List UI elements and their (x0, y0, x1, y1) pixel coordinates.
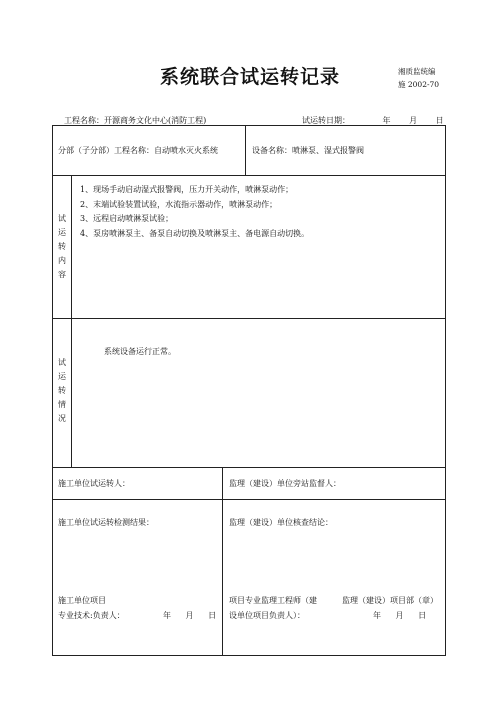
day-label: 日 (208, 611, 217, 620)
test-date-label: 试运转日期： (302, 116, 350, 125)
label-char: 情 (58, 400, 66, 409)
equipment-name: 设备名称：喷淋泵、湿式报警阀 (252, 146, 364, 155)
list-item: 3、远程启动喷淋泵试验； (80, 214, 174, 223)
supervisor-seal: 监理（建设）项目部（章） (342, 596, 438, 605)
column-divider (71, 175, 72, 467)
supervisor-engineer-line1: 项目专业监理工程师（建 (229, 596, 317, 605)
row-divider (52, 499, 446, 500)
supervisor-check-conclusion: 监理（建设）单位核查结论： (229, 518, 333, 527)
day-label: 日 (418, 611, 427, 620)
label-char: 运 (58, 228, 66, 237)
supervisor-onsite-person: 监理（建设）单位旁站监督人： (229, 479, 341, 488)
construction-leader-line1: 施工单位项目 (58, 596, 106, 605)
list-item: 4、泵房喷淋泵主、备泵自动切换及喷淋泵主、备电源自动切换。 (80, 228, 310, 238)
year-label: 年 (163, 611, 171, 620)
month-label: 月 (185, 611, 194, 620)
test-date-day: 日 (435, 116, 444, 125)
column-divider (245, 125, 246, 175)
row-divider (52, 467, 446, 468)
supervisor-engineer-line2: 设单位项目负责人）： (229, 611, 305, 620)
test-date-month: 月 (409, 116, 418, 125)
label-char: 转 (58, 242, 66, 251)
label-char: 内 (58, 256, 66, 265)
label-char: 试 (58, 214, 66, 223)
form-code-line2: 施 2002-70 (398, 80, 440, 89)
row-divider (52, 318, 446, 319)
test-date-year: 年 (382, 116, 391, 125)
page-title: 系统联合试运转记录 (159, 66, 340, 88)
month-label: 月 (395, 611, 404, 620)
test-content-list (80, 183, 309, 241)
year-label: 年 (373, 611, 381, 620)
construction-leader-line2: 专业技术:负责人： (58, 611, 125, 620)
label-char: 容 (58, 270, 66, 279)
list-item: 2、末端试验装置试验，水流指示器动作，喷淋泵动作； (80, 199, 278, 209)
construction-test-result: 施工单位试运转检测结果： (58, 518, 154, 527)
subdivision-name: 分部（子分部）工程名称：自动喷水灭火系统 (58, 146, 218, 155)
label-char: 试 (58, 358, 66, 367)
column-divider (222, 467, 223, 656)
project-name: 工程名称：开源商务文化中心(消防工程) (64, 116, 207, 125)
label-char: 转 (58, 386, 66, 395)
status-text: 系统设备运行正常。 (104, 347, 176, 356)
supervisor-sign-date (373, 608, 426, 623)
construction-test-person: 施工单位试运转人： (58, 479, 130, 488)
list-item: 1、现场手动启动湿式报警阀，压力开关动作，喷淋泵动作； (80, 185, 294, 194)
construction-sign-date (163, 608, 216, 623)
label-char: 况 (58, 414, 66, 423)
label-char: 运 (58, 372, 66, 381)
form-code-line1: 湘质监统编 (398, 67, 436, 76)
row-divider (52, 175, 446, 176)
